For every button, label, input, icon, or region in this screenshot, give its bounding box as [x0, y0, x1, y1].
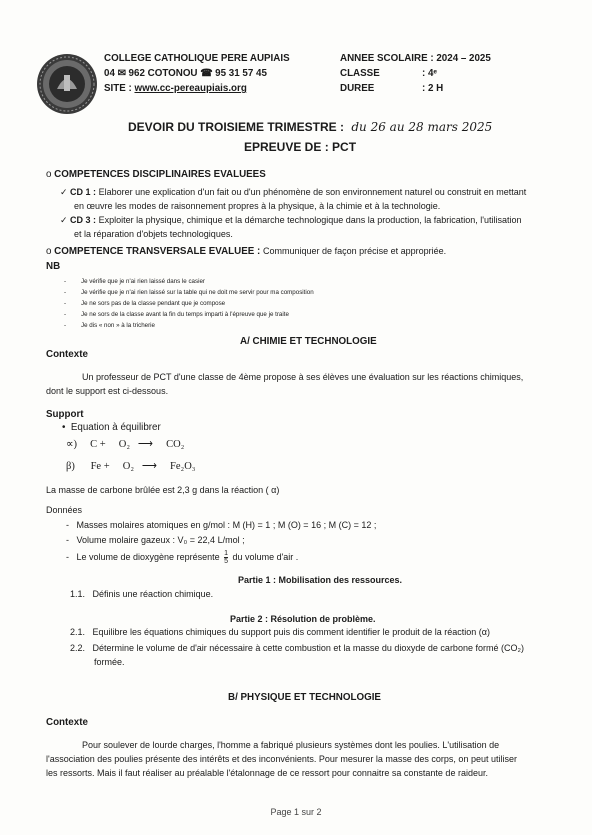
nb-label: NB [46, 261, 61, 272]
duration-value: : 2 H [422, 83, 444, 94]
nb-item: - Je ne sors de la classe avant la fin du temps imparti à l'épreuve que je traite [81, 309, 314, 320]
equation-alpha: ∝) C + O₂ ⟶ CO₂ [66, 439, 185, 450]
donnee-volume: Volume molaire gazeux : V₀ = 22,4 L/mol ; [76, 535, 245, 545]
school-name: COLLEGE CATHOLIQUE PERE AUPIAIS [104, 53, 290, 64]
school-year: ANNEE SCOLAIRE : 2024 – 2025 [340, 53, 491, 64]
donnees-label: Données [46, 505, 83, 515]
school-contact: 04 ✉ 962 COTONOU ☎ 95 31 57 45 [104, 68, 267, 79]
equation-beta: β) Fe + O₂ ⟶ Fe₂O₃ [66, 461, 196, 472]
cd1-label: CD 1 : [70, 187, 97, 197]
question-2-1: 2.1. Equilibre les équations chimiques du support puis dis comment identifier le produit de la réaction (α) [70, 627, 490, 637]
support-label: Support [46, 409, 84, 420]
competence-transversale: o COMPETENCE TRANSVERSALE EVALUEE : Communiquer de façon précise et appropriée. [46, 246, 447, 257]
part-b-heading: B/ PHYSIQUE ET TECHNOLOGIE [228, 692, 381, 703]
donnees-list: - Masses molaires atomiques en g/mol : M (H) = 1 ; M (O) = 16 ; M (C) = 12 ; - Volume molaire gazeux : V₀ = 22,4 L/mol ; - Le volume de dioxygène représente $\frac{1}{5}$ du volume d'air . [66, 520, 377, 566]
competences-disc-heading: o COMPETENCES DISCIPLINAIRES EVALUEES [46, 169, 266, 180]
partie1-heading: Partie 1 : Mobilisation des ressources. [238, 575, 403, 585]
nb-list [81, 276, 314, 331]
duration-label: DUREE [340, 83, 375, 94]
donnee-masses: Masses molaires atomiques en g/mol : M (H) = 1 ; M (O) = 16 ; M (C) = 12 ; [76, 520, 377, 530]
question-2-2: 2.2. Détermine le volume de d'air nécessaire à cette combustion et la masse du dioxyde de carbone formé (CO₂) formée. [70, 643, 524, 667]
class-value: : 4ᵉ [422, 68, 438, 79]
contexte-a-label: Contexte [46, 349, 88, 360]
school-site [104, 83, 247, 94]
school-seal-logo [36, 53, 98, 115]
class-label: CLASSE [340, 68, 380, 79]
equation-label: • Equation à équilibrer [62, 422, 161, 433]
contexte-b-label: Contexte [46, 717, 88, 728]
question-1-1: 1.1. Définis une réaction chimique. [70, 589, 214, 599]
devoir-title: DEVOIR DU TROISIEME TRIMESTRE : du 26 au 28 mars 2025 [128, 120, 493, 134]
cd1-block: ✓ CD 1 : Elaborer une explication d'un fait ou d'un phénomène de son environnement naturel ou construit en mettant en œuvre les modes de raisonnement propres à la physique, à la chimie et à la technologie. ✓ CD 3 : Exploiter la physique, chimique et la démarche technologique dans la production, la fabrication, l'utilisation et la réparation d'objets technologiques. [60, 187, 527, 239]
site-label: SITE : [104, 83, 135, 94]
partie2-heading: Partie 2 : Résolution de problème. [230, 614, 376, 624]
page-number: Page 1 sur 2 [270, 807, 322, 817]
contexte-a-text: Un professeur de PCT d'une classe de 4ème propose à ses élèves une évaluation sur les réactions chimiques, dont le support est ci-dessous. [46, 372, 524, 396]
nb-item: - Je ne sors pas de la classe pendant que je compose [81, 298, 314, 309]
fraction: $\frac{1}{5}$ [224, 550, 229, 566]
masse-carbone: La masse de carbone brûlée est 2,3 g dans la réaction ( α) [46, 485, 280, 495]
part-a-heading: A/ CHIMIE ET TECHNOLOGIE [240, 336, 377, 347]
cd3-label: CD 3 : [70, 215, 97, 225]
nb-item: - Je vérifie que je n'ai rien laissé sur la table qui ne doit me servir pour ma composition [81, 287, 314, 298]
nb-item: - Je vérifie que je n'ai rien laissé dans le casier [81, 276, 314, 287]
contexte-b-text: Pour soulever de lourde charges, l'homme a fabriqué plusieurs systèmes dont les poulies. L'utilisation de l'association des poulies présente des intérêts et des inconvénients. Pour mesurer la masse des corps, on peut utiliser les ressorts. Mais il faut réaliser au préalable l'étalonnage de ce ressort pour connaitre sa constante de raideur. [46, 740, 517, 778]
site-link[interactable]: www.cc-pereaupiais.org [134, 83, 247, 94]
exam-dates: du 26 au 28 mars 2025 [351, 120, 493, 134]
nb-item: - Je dis « non » à la tricherie [81, 320, 314, 331]
epreuve-title: EPREUVE DE : PCT [244, 140, 357, 154]
